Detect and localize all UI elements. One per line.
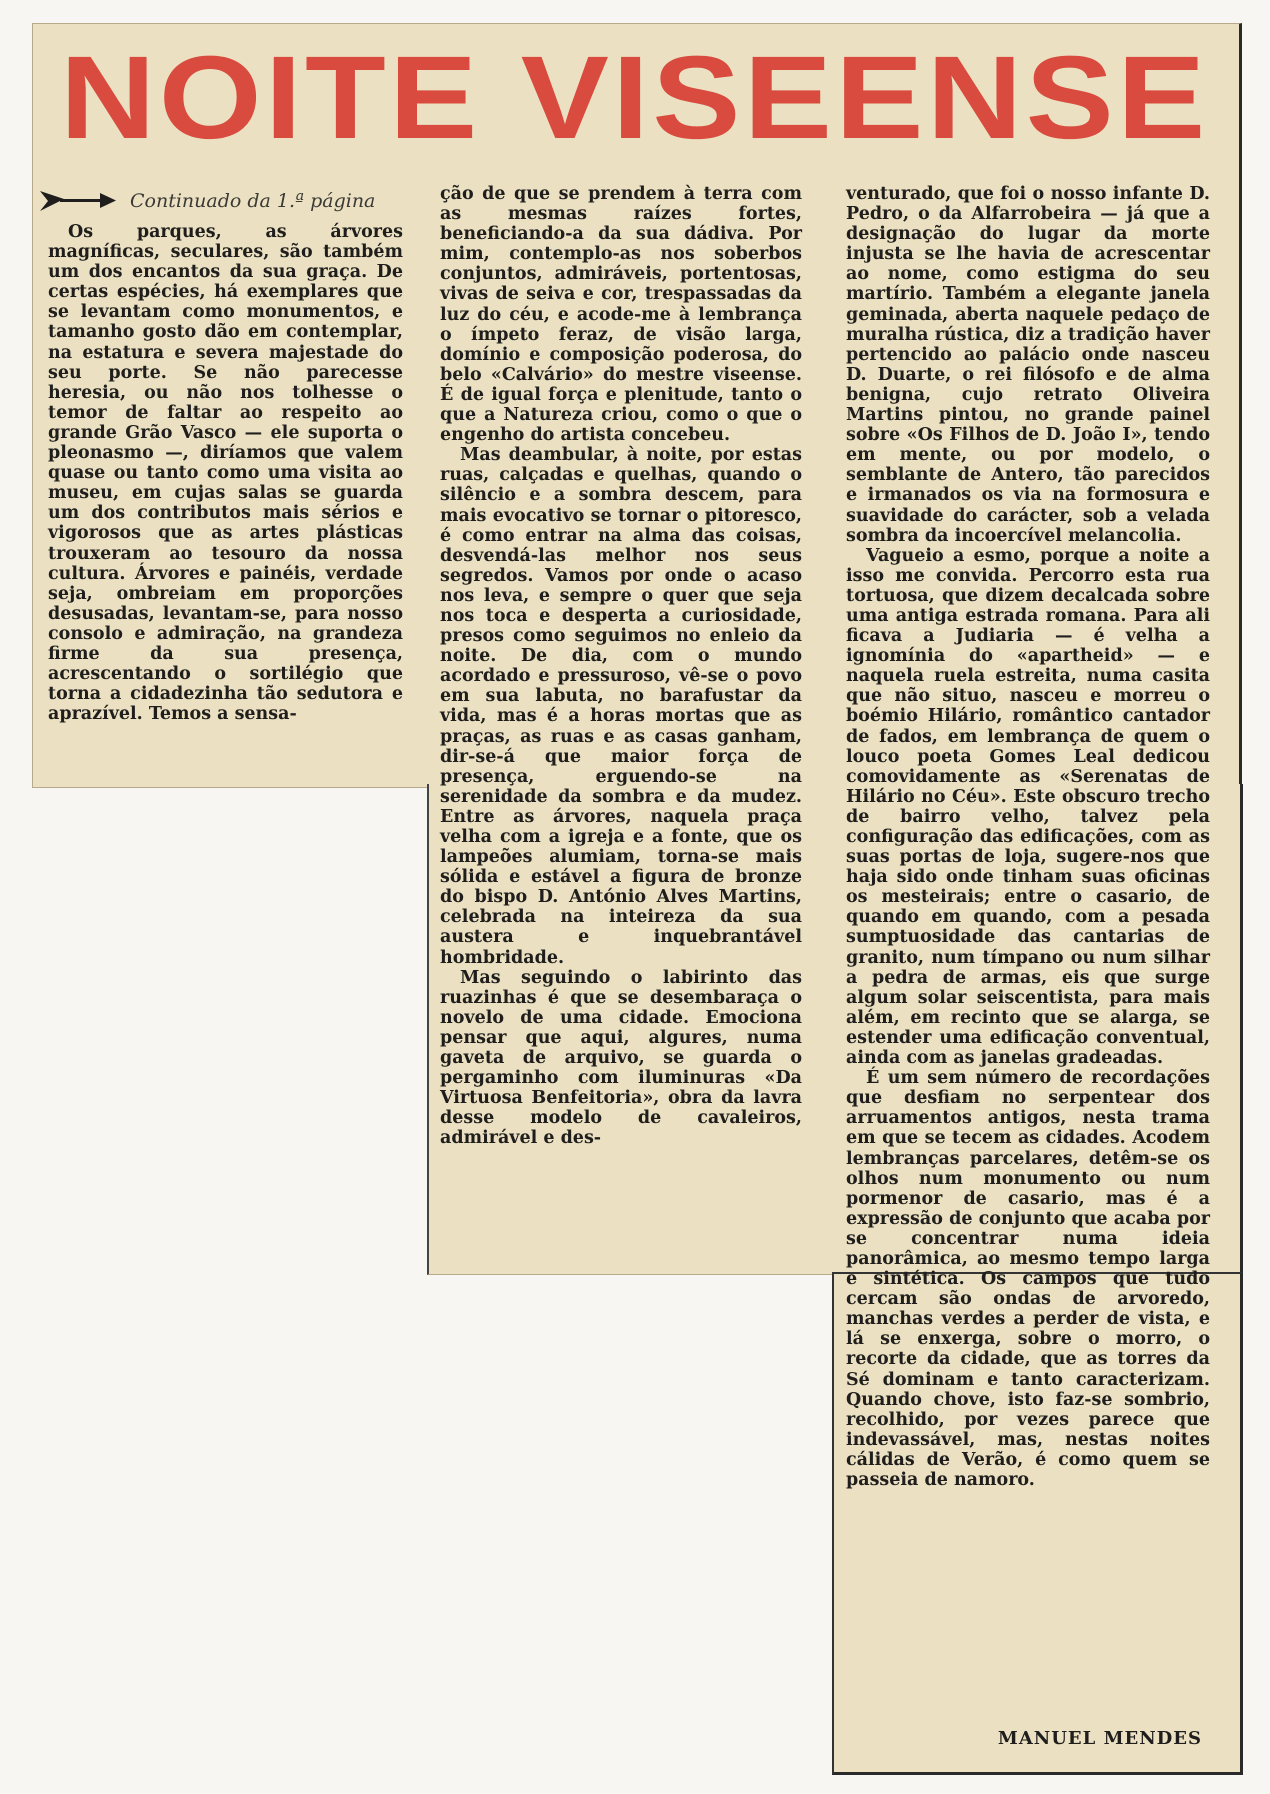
paragraph: Mas deambular, à noite, por estas ruas, calçadas e quelhas, quando o silêncio e a sombra descem, para mais evocativo se tornar o pitoresco, é como entrar na alma das coisas, desvendá-las melhor nos seus segredos. Vamos por onde o acaso nos leva, e sempre o quer que seja nos toca e desperta a curiosidade, presos como seguimos no enleio da noite. De dia, com o mundo acordado e pressuroso, vê-se o povo em sua labuta, no barafustar da vida, mas é a horas mortas que as praças, as ruas e as casas ganham, dir-se-á que maior força de presença, erguendo-se na serenidade da sombra e da mudez. Entre as árvores, naquela praça velha com a igreja e a fonte, que os lampeões alumiam, torna-se mais sólida e estável a figura de bronze do bispo D. António Alves Martins, celebrada na inteireza da sua austera e inquebrantável hombridade. xyxy=(440,445,802,968)
author-signature: MANUEL MENDES xyxy=(997,1728,1202,1749)
continued-label: Continuado da 1.ª página xyxy=(130,190,376,212)
arrow-icon xyxy=(38,187,118,215)
paragraph: Vagueio a esmo, porque a noite a isso me convida. Percorro esta rua tortuosa, que dizem decalcada sobre uma antiga estrada romana. Para ali ficava a Judiaria — é velha a ignomínia do «apartheid» — e naquela ruela estreita, numa casita que não situo, nasceu e morreu o boémio Hilário, romântico cantador de fados, em lembrança de quem o louco poeta Gomes Leal dedicou comovidamente as «Serenatas de Hilário no Céu». Este obscuro trecho de bairro velho, talvez pela configuração das edificações, com as suas portas de loja, sugere-nos que haja sido onde tinham suas oficinas os mesteirais; entre o casario, de quando em quando, com a pesada sumptuosidade das cantarias de granito, num tímpano ou num silhar a pedra de armas, eis que surge algum solar seiscentista, para mais além, em recinto que se alarga, se estender uma edificação conventual, ainda com as janelas gradeadas. xyxy=(846,545,1210,1069)
paragraph: Mas seguindo o labirinto das ruazinhas é que se desembaraça o novelo de uma cidade. Emociona pensar que aqui, algures, numa gaveta de arquivo, se guarda o pergaminho com iluminuras «Da Virtuosa Benfeitoria», obra da lavra desse modelo de cavaleiros, admirável e des- xyxy=(440,967,802,1149)
paragraph: Os parques, as árvores magníficas, seculares, são também um dos encantos da sua graça. De certas espécies, há exemplares que se levantam como monumentos, e tamanho gosto dão em contemplar, na estatura e severa majestade do seu porte. Se não parecesse heresia, ou não nos tolhesse o temor de faltar ao respeito ao grande Grão Vasco — ele suporta o pleonasmo —, diríamos que valem quase ou tanto como uma visita ao museu, em cujas salas se guarda um dos contributos mais sérios e vigorosos que as artes plásticas trouxeram ao tesouro da nossa cultura. Árvores e painéis, verdade seja, ombreiam em proporções desusadas, levantam-se, para nosso consolo e admiração, na grandeza firme da sua presença, acrescentando o sortilégio que torna a cidadezinha tão sedutora e aprazível. Temos a sensa- xyxy=(48,222,403,725)
article-column-3 xyxy=(846,184,1210,1490)
paragraph: venturado, que foi o nosso infante D. Pedro, o da Alfarrobeira — já que a designação do lugar da morte injusta se lhe havia de acrescentar ao nome, como estigma do seu martírio. Também a elegante janela geminada, aberta naquele pedaço de muralha rústica, diz a tradição haver pertencido ao palácio onde nasceu D. Duarte, o rei filósofo e de alma benigna, cujo retrato Oliveira Martins pintou, no grande painel sobre «Os Filhos de D. João I», tendo em mente, ou por modelo, o semblante de Antero, tão parecidos e irmanados os via na formosura e suavidade do carácter, sob a velada sombra da incoercível melancolia. xyxy=(846,184,1210,546)
paragraph: ção de que se prendem à terra com as mesmas raízes fortes, beneficiando-a da sua dádiva. Por mim, contemplo-as nos soberbos conjuntos, admiráveis, portentosas, vivas de seiva e cor, trespassadas da luz do céu, e acode-me à lembrança o ímpeto feraz, de visão larga, domínio e composição poderosa, do belo «Calvário» do mestre viseense. É de igual força e plenitude, tanto o que a Natureza criou, como o que o engenho do artista concebeu. xyxy=(440,184,802,446)
continued-from-note xyxy=(38,186,408,216)
article-column-2 xyxy=(440,184,802,1149)
article-column-1 xyxy=(48,222,403,724)
headline: NOITE VISEENSE xyxy=(60,32,1209,164)
paragraph: É um sem número de recordações que desfiam no serpentear dos arruamentos antigos, nesta trama em que se tecem as cidades. Acodem lembranças parcelares, detêm-se os olhos num monumento ou num pormenor de casario, mas é a expressão de conjunto que acaba por se concentrar numa ideia panorâmica, ao mesmo tempo larga e sintética. Os campos que tudo cercam são ondas de arvoredo, manchas verdes a perder de vista, e lá se enxerga, sobre o morro, o recorte da cidade, que as torres da Sé dominam e tanto caracterizam. Quando chove, isto faz-se sombrio, recolhido, por vezes parece que indevassável, mas, nestas noites cálidas de Verão, é como quem se passeia de namoro. xyxy=(846,1068,1210,1490)
